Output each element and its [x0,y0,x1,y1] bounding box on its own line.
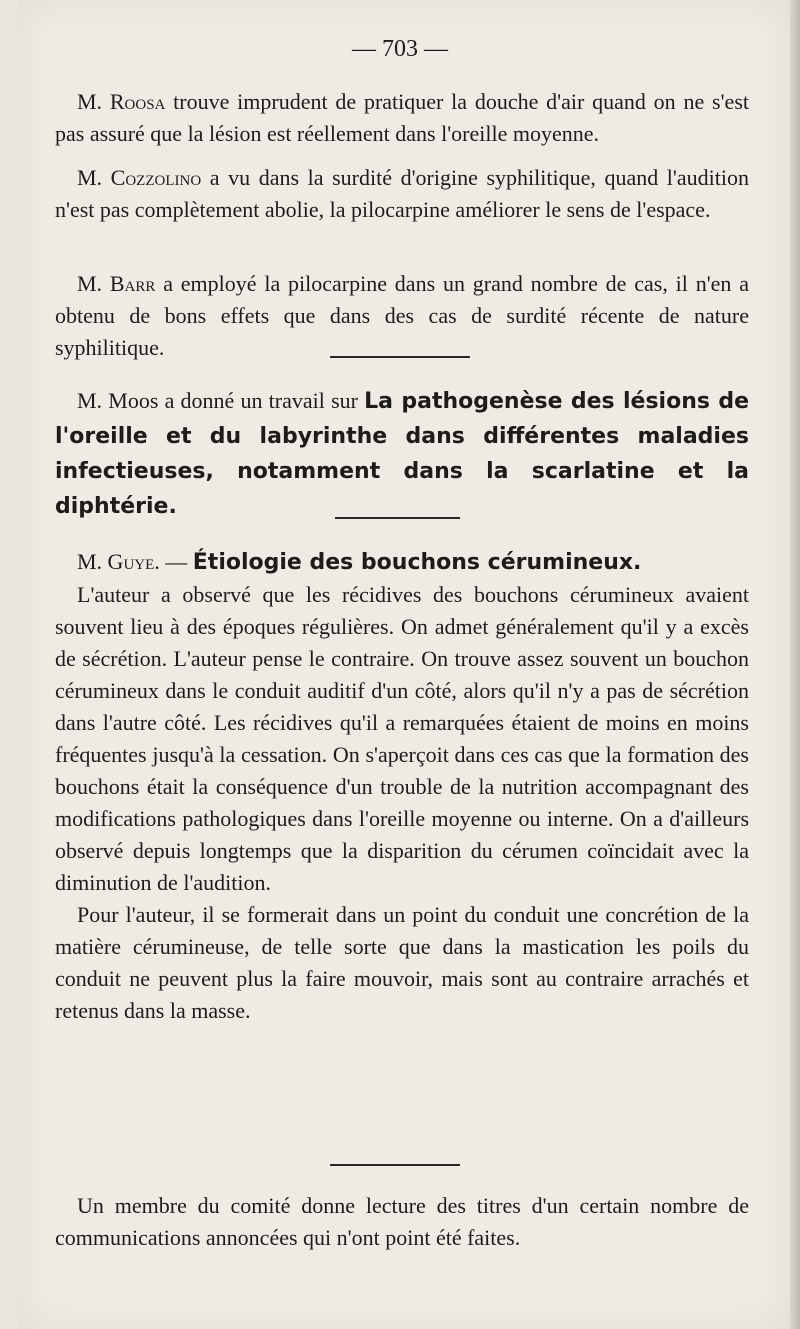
paragraph-text: Pour l'auteur, il se formerait dans un point du conduit une concrétion de la matière cérumineuse, de telle sorte que dans la mastication les poils du conduit ne peuvent plus la faire mouvoir, mais sont au contraire arrachés et retenus dans la masse. [55,902,749,1023]
author-name: M. Roosa [77,89,166,114]
paragraph-text: Un membre du comité donne lecture des titres d'un certain nombre de communications annoncées qui n'ont point été faites. [55,1193,749,1250]
separator-rule [335,517,460,519]
paragraph-text: trouve imprudent de pratiquer la douche d'air quand on ne s'est pas assuré que la lésion est réellement dans l'oreille moyenne. [55,89,749,146]
paragraph-roosa [55,86,749,150]
paragraph-guye [55,546,749,1027]
work-title: Étiologie des bouchons cérumineux. [192,550,642,575]
paragraph-cozzolino [55,162,749,226]
paragraph-barr [55,268,749,364]
author-name: M. Barr [77,271,156,296]
separator-rule [330,1164,460,1166]
work-title: La pathogenèse des lésions de l'oreille et du labyrinthe dans différentes maladies infectieuses, notamment dans la scarlatine et la diphtérie. [55,389,749,519]
paragraph-text: a vu dans la surdité d'origine syphilitique, quand l'audition n'est pas complètement abolie, la pilocarpine améliorer le sens de l'espace. [55,165,749,222]
author-name: M. Cozzolino [77,165,202,190]
paragraph-text: a employé la pilocarpine dans un grand nombre de cas, il n'en a obtenu de bons effets que dans des cas de surdité récente de nature syphilitique. [55,271,749,360]
page-number: — 703 — [352,36,448,62]
title-dash: — [159,549,193,574]
paragraph-text: L'auteur a observé que les récidives des bouchons cérumineux avaient souvent lieu à des époques régulières. On admet généralement qu'il y a excès de sécrétion. L'auteur pense le contraire. On trouve assez souvent un bouchon cérumineux dans le conduit auditif d'un côté, alors qu'il n'y a pas de sécrétion dans l'autre côté. Les récidives qu'il a remarquées étaient de moins en moins fréquentes jusqu'à la cessation. On s'aperçoit dans ces cas que la formation des bouchons était la conséquence d'un trouble de la nutrition accompagnant des modifications pathologiques dans l'oreille moyenne ou interne. On a d'ailleurs observé depuis longtemps que la disparition du cérumen coïncidait avec la diminution de l'audition. [55,582,749,895]
paragraph-comite [55,1190,749,1254]
separator-rule [330,356,470,358]
paragraph-text: M. Moos a donné un travail sur [77,388,365,413]
author-name: M. Guye. [77,549,160,574]
page-edge [790,0,800,1329]
paragraph-moos [55,384,749,524]
